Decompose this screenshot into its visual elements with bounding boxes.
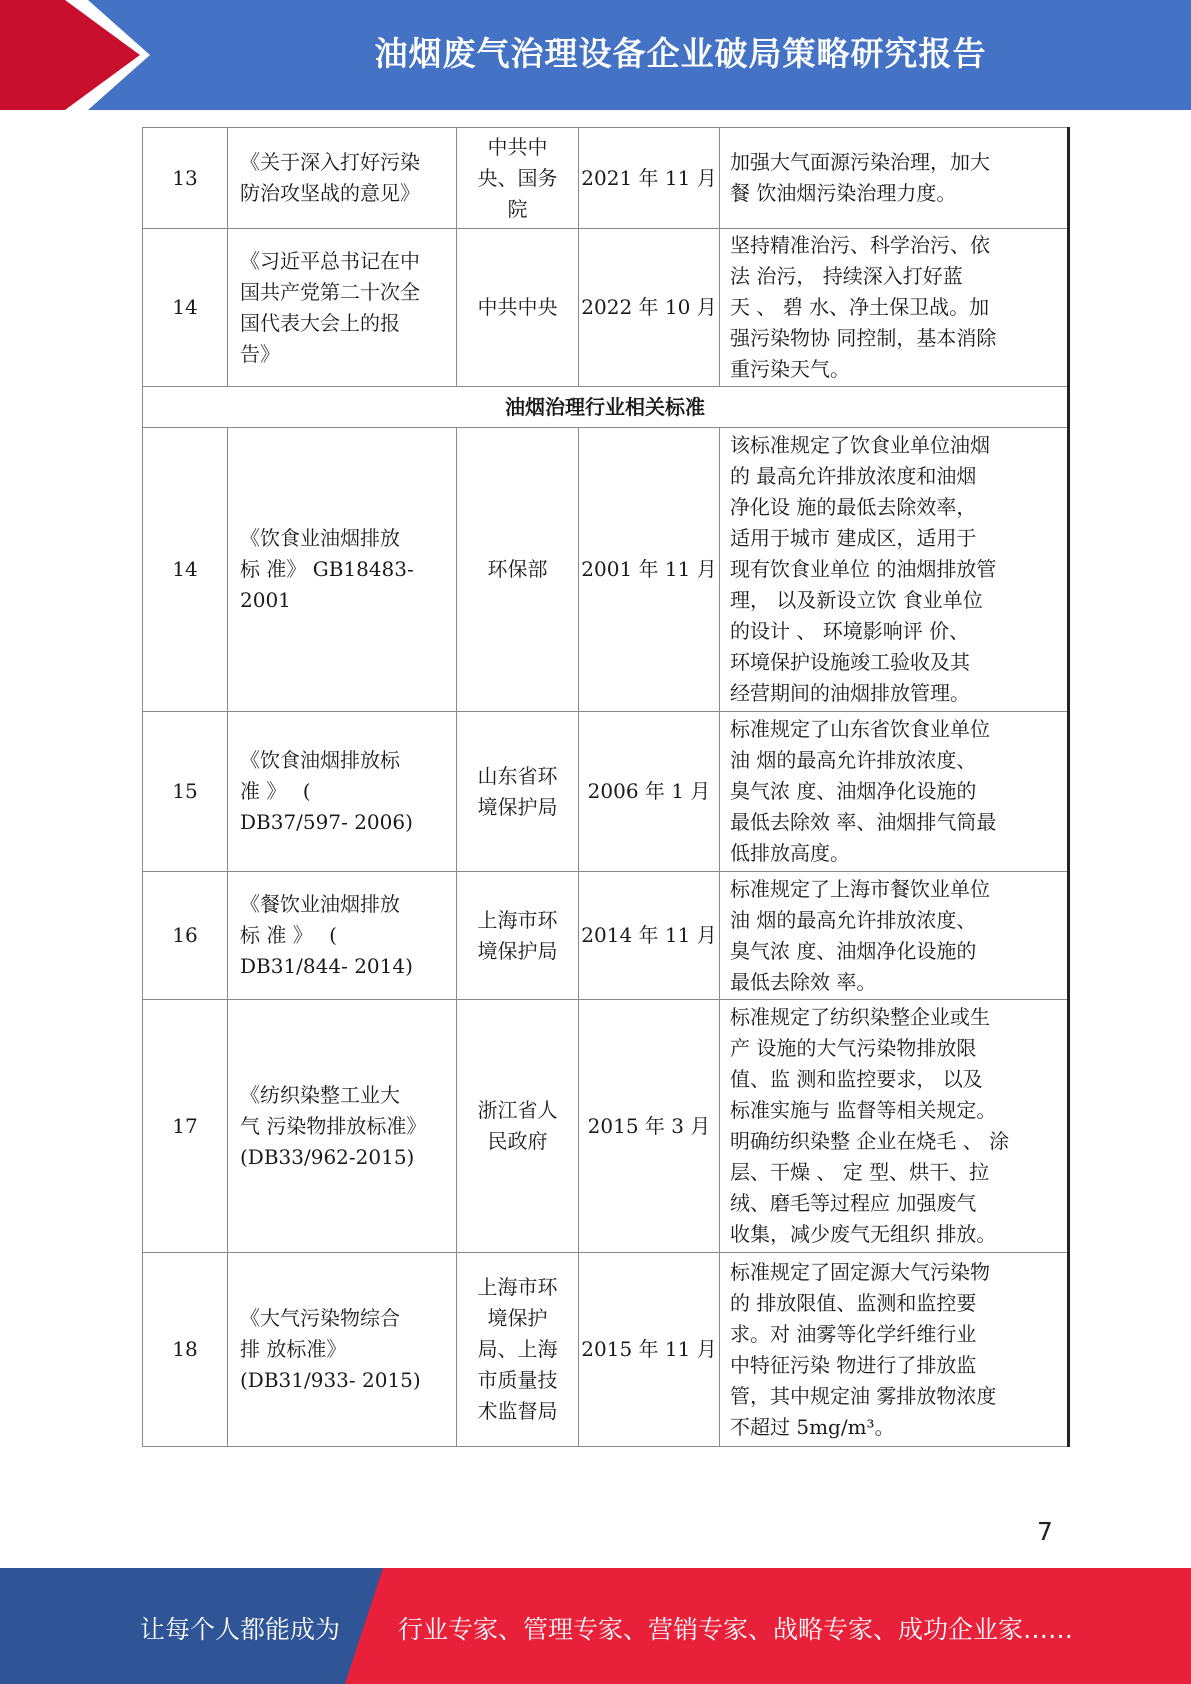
table-row: [143, 128, 1069, 229]
row-number: 14: [143, 428, 228, 712]
issue-date: 2015 年 11 月: [579, 1253, 720, 1447]
table-row: [143, 872, 1069, 1000]
issue-date: 2006 年 1 月: [579, 712, 720, 872]
row-number: 13: [143, 128, 228, 229]
description: 坚持精准治污、科学治污、依 法 治污， 持续深入打好蓝 天 、 碧 水、净土保卫战。加 强污染物协 同控制，基本消除 重污染天气。: [720, 229, 1069, 387]
issue-date: 2021 年 11 月: [579, 128, 720, 229]
footer-slogan-left: 让每个人都能成为: [140, 1615, 341, 1644]
page-number: 7: [1037, 1517, 1053, 1546]
row-number: 14: [143, 229, 228, 387]
table-row: [143, 428, 1069, 712]
issue-date: 2015 年 3 月: [579, 1000, 720, 1253]
description: 标准规定了上海市餐饮业单位 油 烟的最高允许排放浓度、 臭气浓 度、油烟净化设施的 最低去除效 率。: [720, 872, 1069, 1000]
description: 标准规定了山东省饮食业单位 油 烟的最高允许排放浓度、 臭气浓 度、油烟净化设施的 最低去除效 率、油烟排气筒最 低排放高度。: [720, 712, 1069, 872]
document-name: 《餐饮业油烟排放 标 准 》 ( DB31/844- 2014): [228, 872, 457, 1000]
issuing-org: 中共中 央、国务 院: [457, 128, 579, 229]
document-name: 《纺织染整工业大 气 污染物排放标准》 (DB33/962-2015): [228, 1000, 457, 1253]
table-row: [143, 712, 1069, 872]
page-header: [0, 0, 1191, 110]
description: 标准规定了固定源大气污染物 的 排放限值、监测和监控要 求。对 油雾等化学纤维行业 中特征污染 物进行了排放监 管，其中规定油 雾排放物浓度 不超过 5mg/m³。: [720, 1253, 1069, 1447]
description: 标准规定了纺织染整企业或生 产 设施的大气污染物排放限 值、监 测和监控要求， 以及 标准实施与 监督等相关规定。 明确纺织染整 企业在烧毛 、 涂 层、干燥 、 定 型、烘干、拉 绒、磨毛等过程应 加强废气 收集，减少废气无组织 排放。: [720, 1000, 1069, 1253]
row-number: 17: [143, 1000, 228, 1253]
document-name: 《习近平总书记在中 国共产党第二十次全 国代表大会上的报 告》: [228, 229, 457, 387]
document-name: 《大气污染物综合 排 放标准》 (DB31/933- 2015): [228, 1253, 457, 1447]
issuing-org: 环保部: [457, 428, 579, 712]
issuing-org: 山东省环 境保护局: [457, 712, 579, 872]
document-name: 《饮食油烟排放标 准 》 ( DB37/597- 2006): [228, 712, 457, 872]
regulations-table: [142, 127, 1070, 1447]
issue-date: 2022 年 10 月: [579, 229, 720, 387]
document-name: 《饮食业油烟排放 标 准》 GB18483-2001: [228, 428, 457, 712]
page-footer: [0, 1568, 1191, 1684]
row-number: 18: [143, 1253, 228, 1447]
issuing-org: 中共中央: [457, 229, 579, 387]
issuing-org: 上海市环 境保护 局、上海 市质量技 术监督局: [457, 1253, 579, 1447]
document-name: 《关于深入打好污染 防治攻坚战的意见》: [228, 128, 457, 229]
section-header-row: [143, 387, 1069, 428]
description: 加强大气面源污染治理，加大 餐 饮油烟污染治理力度。: [720, 128, 1069, 229]
footer-slogan-right: 行业专家、管理专家、营销专家、战略专家、成功企业家……: [398, 1615, 1074, 1644]
table-row: [143, 1253, 1069, 1447]
issue-date: 2014 年 11 月: [579, 872, 720, 1000]
row-number: 16: [143, 872, 228, 1000]
issuing-org: 浙江省人 民政府: [457, 1000, 579, 1253]
section-title: 油烟治理行业相关标准: [143, 387, 1069, 428]
row-number: 15: [143, 712, 228, 872]
issuing-org: 上海市环 境保护局: [457, 872, 579, 1000]
report-title: 油烟废气治理设备企业破局策略研究报告: [374, 34, 987, 73]
table-row: [143, 229, 1069, 387]
table-row: [143, 1000, 1069, 1253]
description: 该标准规定了饮食业单位油烟 的 最高允许排放浓度和油烟 净化设 施的最低去除效率， 适用于城市 建成区，适用于 现有饮食业单位 的油烟排放管 理， 以及新设立饮 食业单位 的设计 、 环境影响评 价、 环境保护设施竣工验收及其 经营期间的油烟排放管理。: [720, 428, 1069, 712]
issue-date: 2001 年 11 月: [579, 428, 720, 712]
